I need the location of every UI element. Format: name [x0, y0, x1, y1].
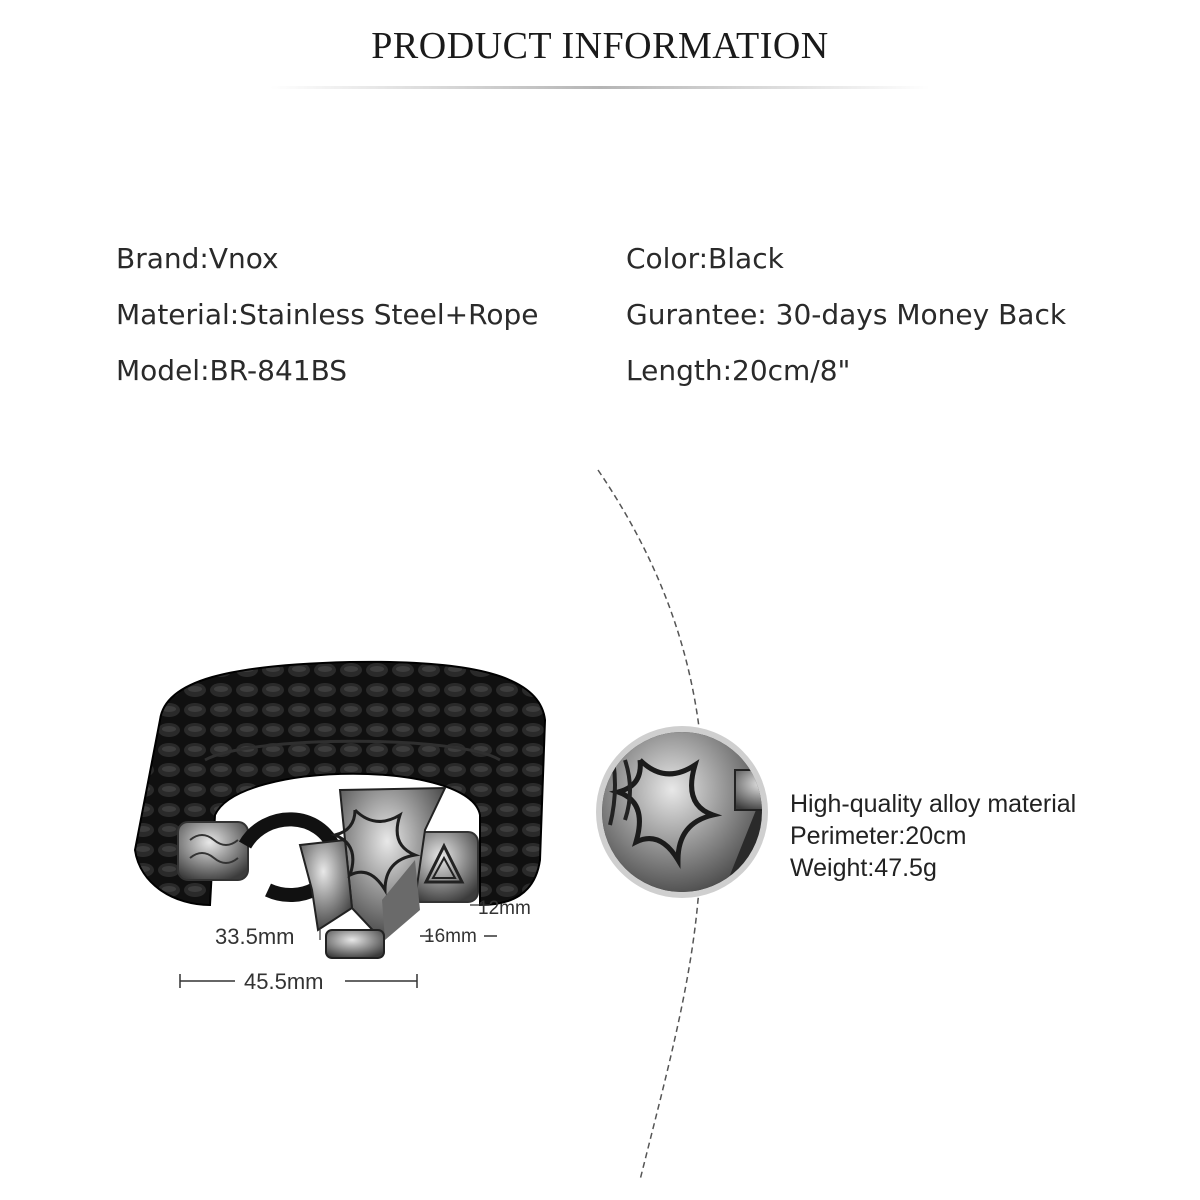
spec-material: Material:Stainless Steel+Rope: [116, 298, 539, 331]
spec-length: Length:20cm/8": [626, 354, 851, 387]
spec-brand: Brand:Vnox: [116, 242, 279, 275]
spec-guarantee: Gurantee: 30-days Money Back: [626, 298, 1067, 331]
end-cap-icon: [178, 822, 248, 880]
product-figure: [0, 440, 1200, 1200]
detail-material: High-quality alloy material: [790, 790, 1077, 818]
detail-perimeter: Perimeter:20cm: [790, 822, 967, 850]
dim-bead-height: 12mm: [478, 898, 531, 919]
spec-color: Color:Black: [626, 242, 784, 275]
detail-weight: Weight:47.5g: [790, 854, 937, 882]
dim-hammer-height: 33.5mm: [215, 924, 295, 949]
dim-bead-width: 16mm: [424, 926, 477, 947]
page-title: PRODUCT INFORMATION: [371, 25, 829, 67]
title-divider: [270, 86, 930, 89]
detail-zoom-circle: [590, 720, 795, 910]
spec-model: Model:BR-841BS: [116, 354, 348, 387]
dim-hammer-width: 45.5mm: [244, 969, 324, 994]
